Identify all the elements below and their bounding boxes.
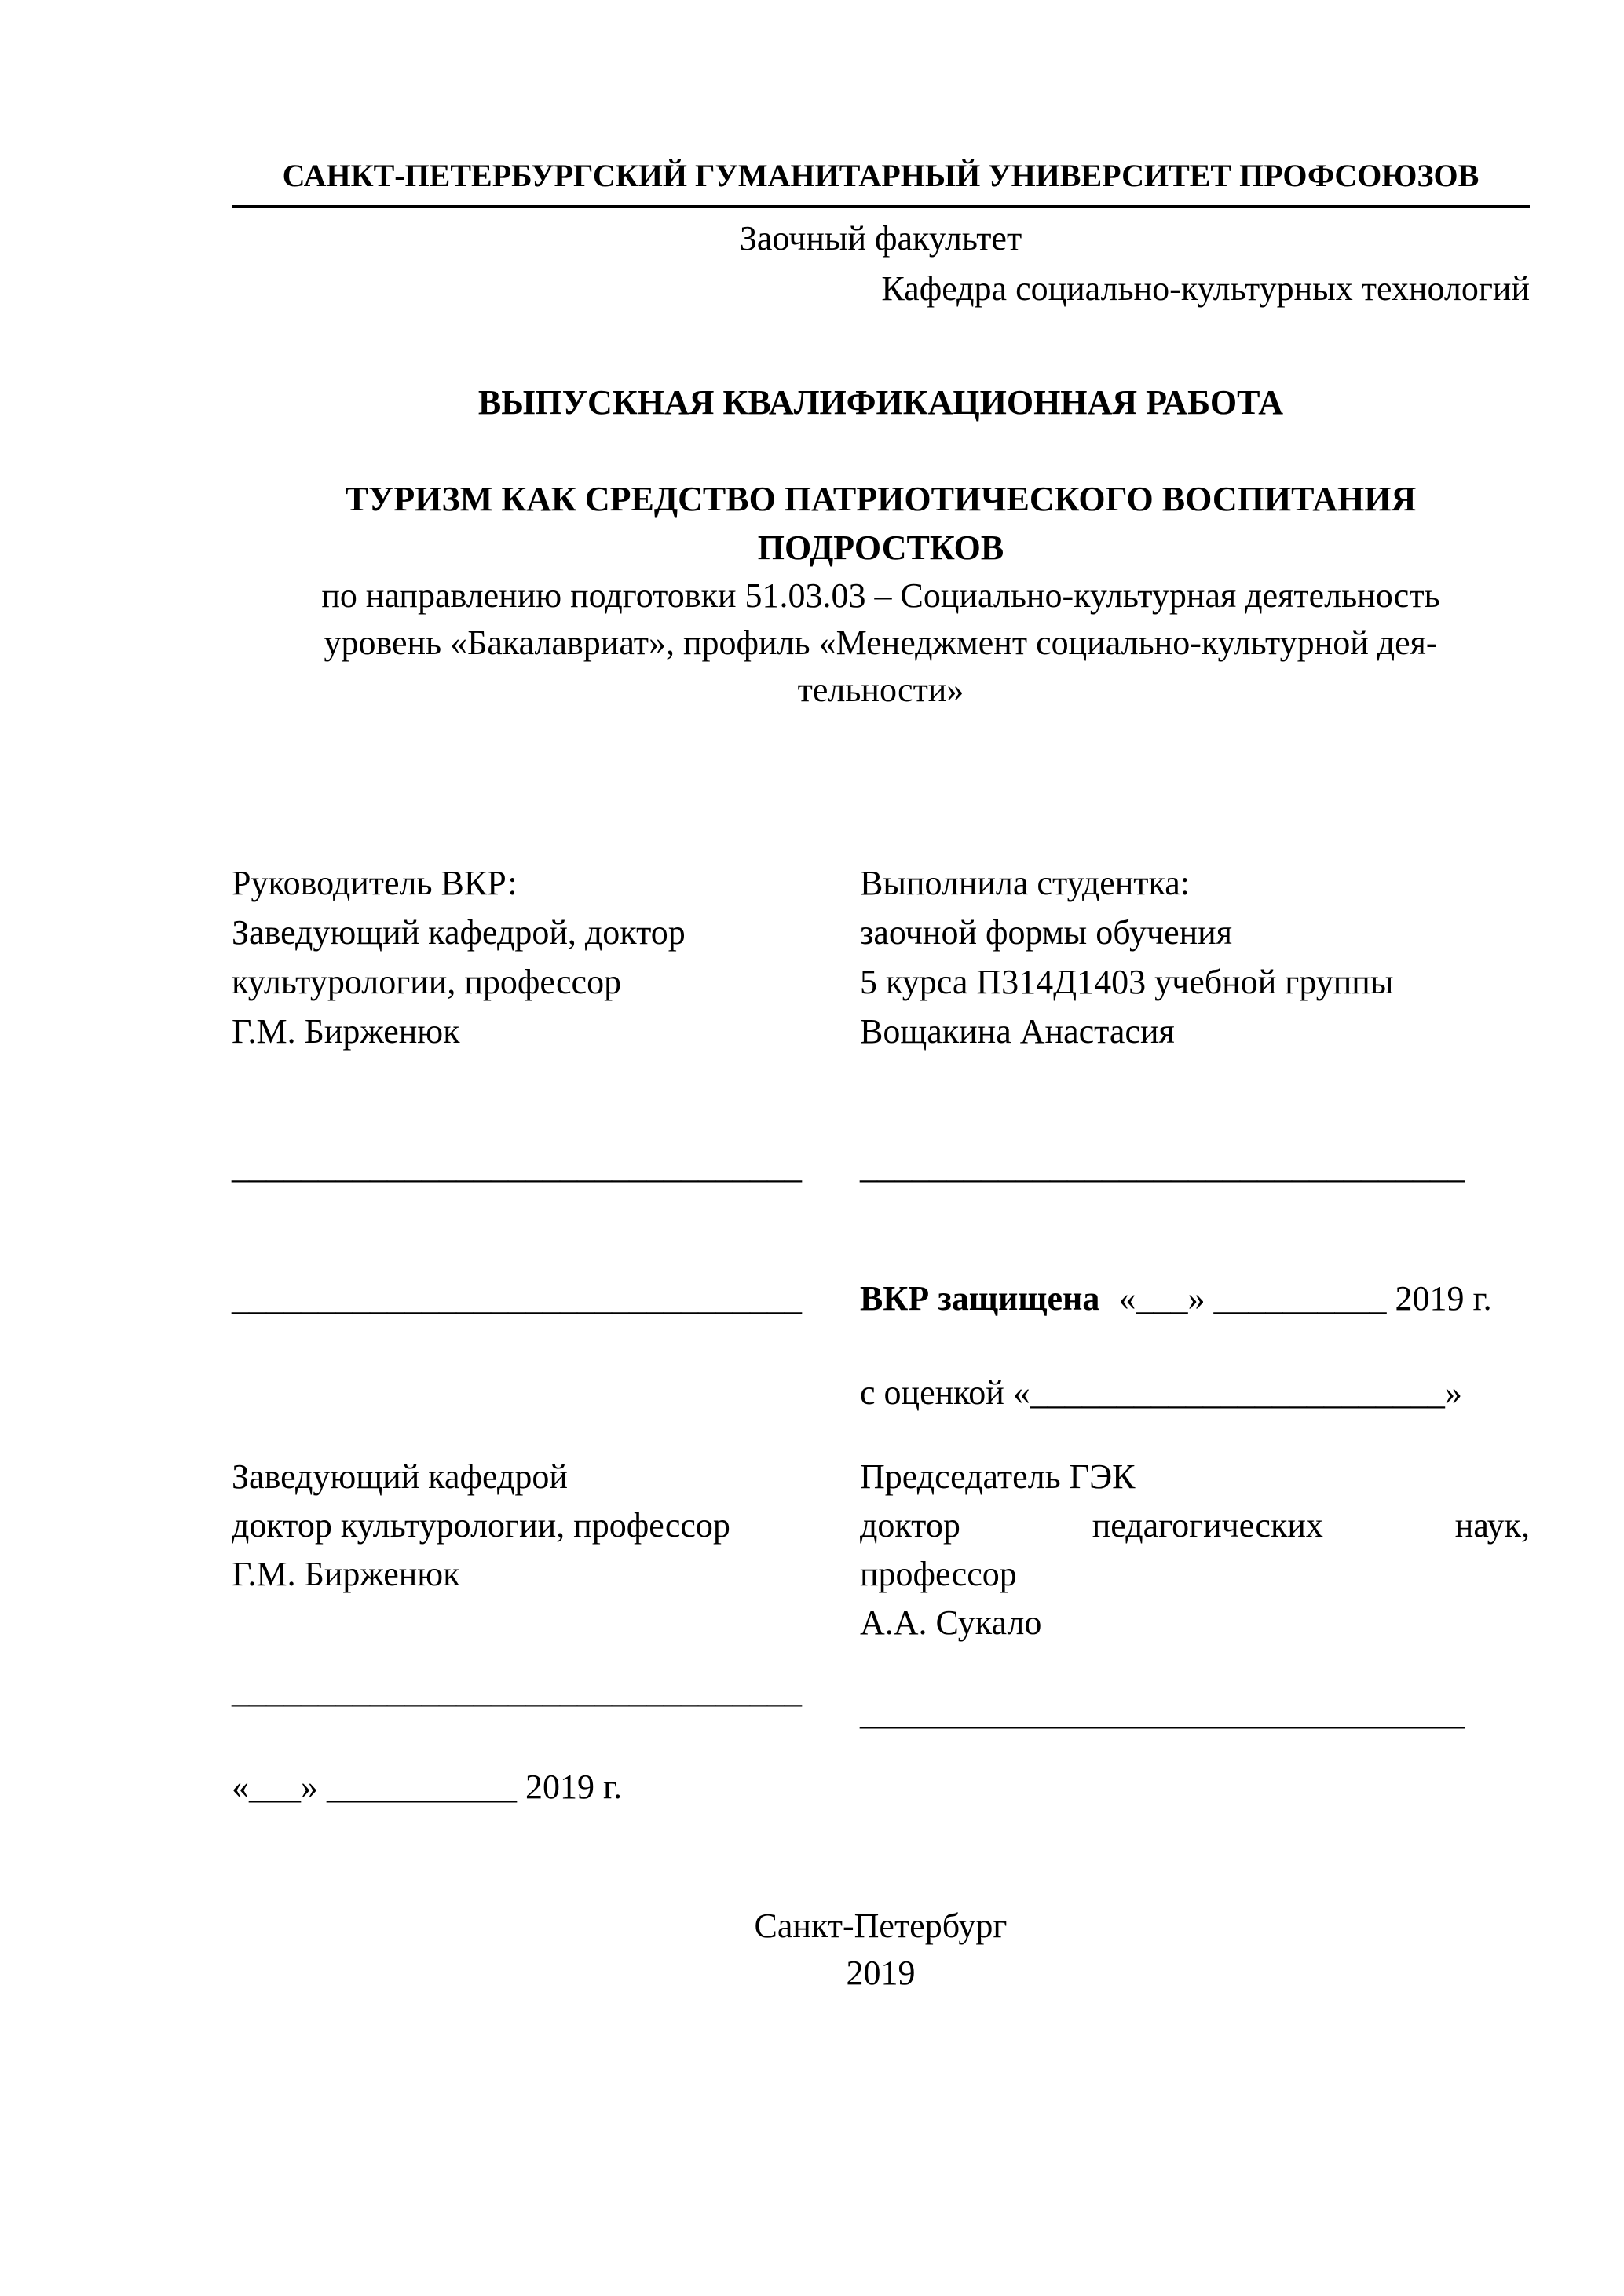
- student-name: Вощакина Анастасия: [860, 1012, 1175, 1051]
- gek-chair-degree-line: [860, 1501, 1530, 1550]
- gek-chair-title: Председатель ГЭК: [860, 1457, 1136, 1496]
- gek-chair-degree-word1: доктор: [860, 1506, 960, 1545]
- defense-status-line: [860, 1278, 1492, 1318]
- footer: [232, 1903, 1530, 1997]
- defense-date-blank: «___» __________ 2019 г.: [1118, 1279, 1492, 1318]
- gek-chair-name: А.А. Сукало: [860, 1603, 1042, 1642]
- signature-line-supervisor: _________________________________: [232, 1147, 802, 1186]
- signature-line-gek-chair: ___________________________________: [860, 1694, 1465, 1732]
- supervisor-block: [232, 858, 860, 1056]
- program-description: [232, 572, 1530, 714]
- supervisor-name: Г.М. Бирженюк: [232, 1012, 460, 1051]
- department-head-block: [232, 1453, 860, 1647]
- signature-line-left-2: _________________________________: [232, 1279, 802, 1318]
- university-name: САНКТ-ПЕТЕРБУРГСКИЙ ГУМАНИТАРНЫЙ УНИВЕРСИТЕТ ПРОФСОЮЗОВ: [282, 158, 1480, 193]
- officials-section: [232, 1453, 1530, 1647]
- parties-section: [232, 858, 1530, 1056]
- work-type-title: ВЫПУСКНАЯ КВАЛИФИКАЦИОННАЯ РАБОТА: [477, 383, 1284, 422]
- date-blank-line: «___» ___________ 2019 г.: [232, 1768, 623, 1806]
- signature-line-student: ___________________________________: [860, 1147, 1465, 1186]
- gek-chair-rank: профессор: [860, 1555, 1017, 1593]
- student-block: [860, 858, 1530, 1056]
- gek-chair-degree-word3: наук,: [1454, 1506, 1530, 1545]
- grade-blank-line: с оценкой «________________________»: [860, 1373, 1462, 1412]
- thesis-title-line1: ТУРИЗМ КАК СРЕДСТВО ПАТРИОТИЧЕСКОГО ВОСПИТАНИЯ: [345, 480, 1417, 518]
- footer-year: 2019: [846, 1954, 916, 1992]
- thesis-title-line2: ПОДРОСТКОВ: [757, 528, 1004, 567]
- department-name: Кафедра социально-культурных технологий: [881, 269, 1530, 308]
- student-label: Выполнила студентка:: [860, 864, 1190, 902]
- defense-status-label: ВКР защищена: [860, 1279, 1100, 1318]
- header-rule: [232, 205, 1530, 208]
- faculty-name: Заочный факультет: [739, 219, 1022, 258]
- program-line1: по направлению подготовки 51.03.03 – Социально-культурная деятельность: [321, 576, 1440, 615]
- student-detail-line1: заочной формы обучения: [860, 913, 1232, 952]
- thesis-title: [232, 475, 1530, 572]
- supervisor-position-line1: Заведующий кафедрой, доктор: [232, 913, 686, 952]
- department-head-name: Г.М. Бирженюк: [232, 1555, 460, 1593]
- footer-city: Санкт-Петербург: [754, 1907, 1008, 1945]
- gek-chair-block: [860, 1453, 1530, 1647]
- supervisor-label: Руководитель ВКР:: [232, 864, 518, 902]
- signature-line-department-head: _________________________________: [232, 1672, 802, 1710]
- program-line3: тельности»: [797, 671, 964, 709]
- department-head-line2: доктор культурологии, профессор: [232, 1506, 730, 1545]
- student-detail-line2: 5 курса П314Д1403 учебной группы: [860, 963, 1394, 1001]
- gek-chair-degree-word2: педагогических: [1092, 1506, 1323, 1545]
- program-line2: уровень «Бакалавриат», профиль «Менеджмент социально-культурной дея-: [324, 623, 1438, 662]
- supervisor-position-line2: культурологии, профессор: [232, 963, 622, 1001]
- department-head-line1: Заведующий кафедрой: [232, 1457, 568, 1496]
